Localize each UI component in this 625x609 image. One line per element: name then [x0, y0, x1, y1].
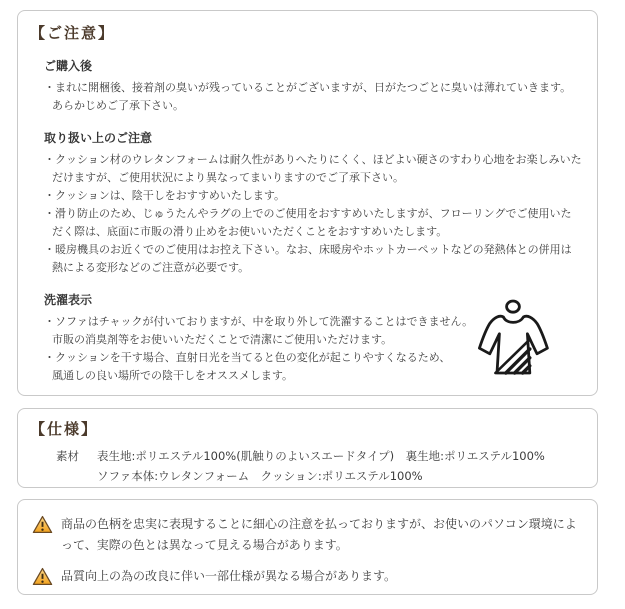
notice-line: 風通しの良い場所での陰干しをオススメします。 [52, 369, 294, 382]
warning-triangle-icon [32, 515, 53, 534]
notice-line: ・滑り防止のため、じゅうたんやラグの上でのご使用をおすすめいたしますが、フローリングでご使用いた [44, 207, 572, 220]
notice-section-handling [30, 130, 585, 277]
notice-line: だけますが、ご使用状況により異なってまいりますのでご了承下さい。 [52, 171, 404, 184]
section-heading: ご購入後 [44, 59, 93, 73]
warning-text: 商品の色柄を忠実に表現することに細心の注意を払っておりますが、お使いのパソコン環境によって、実際の色とは異なって見える場合があります。 [61, 517, 577, 552]
warning-text: 品質向上の為の改良に伴い一部仕様が異なる場合があります。 [61, 569, 397, 583]
warning-triangle-icon [32, 567, 53, 586]
spec-material-label: 素材 [56, 449, 79, 463]
spec-material-row [30, 446, 585, 486]
shade-dry-garment-icon [473, 297, 553, 385]
section-heading: 洗濯表示 [44, 293, 93, 307]
warning-item-color [32, 514, 583, 556]
warning-item-spec-change [32, 566, 583, 587]
notice-panel-title: 【ご注意】 [30, 24, 116, 42]
notice-line: ・クッション材のウレタンフォームは耐久性がありへたりにくく、ほどよい硬さのすわり心地をお楽しみいた [44, 153, 582, 166]
notice-line: ・クッションは、陰干しをおすすめいたします。 [44, 189, 286, 202]
notice-line: あらかじめご了承下さい。 [52, 99, 184, 112]
notice-line: 熱による変形などのご注意が必要です。 [52, 261, 250, 274]
spec-line: ソファ本体:ウレタンフォーム クッション:ポリエステル100% [97, 469, 423, 483]
section-heading: 取り扱い上のご注意 [44, 131, 153, 145]
notice-line: 市販の消臭剤等をお使いいただくことで清潔にご使用いただけます。 [52, 333, 393, 346]
notice-line: だく際は、底面に市販の滑り止めをお使いいただくことをおすすめいたします。 [52, 225, 448, 238]
notice-line: ・まれに開梱後、接着剤の臭いが残っていることがございますが、日がたつごとに臭いは薄れていきます。 [44, 81, 572, 94]
notice-line: ・クッションを干す場合、直射日光を当てると色の変化が起こりやすくなるため、 [44, 351, 451, 364]
notice-panel [17, 10, 598, 396]
notice-line: ・暖房機具のお近くでのご使用はお控え下さい。なお、床暖房やホットカーペットなどの発熱体との併用は [44, 243, 572, 256]
spec-material-values [97, 446, 545, 486]
spec-panel [17, 408, 598, 488]
spec-panel-title: 【仕様】 [30, 420, 99, 438]
spec-line: 表生地:ポリエステル100%(肌触りのよいスエードタイプ) 裏生地:ポリエステル100% [97, 449, 545, 463]
notice-line: ・ソファはチャックが付いておりますが、中を取り外して洗濯することはできません。 [44, 315, 474, 328]
notice-section-after-purchase [30, 58, 585, 115]
warnings-panel [17, 499, 598, 595]
